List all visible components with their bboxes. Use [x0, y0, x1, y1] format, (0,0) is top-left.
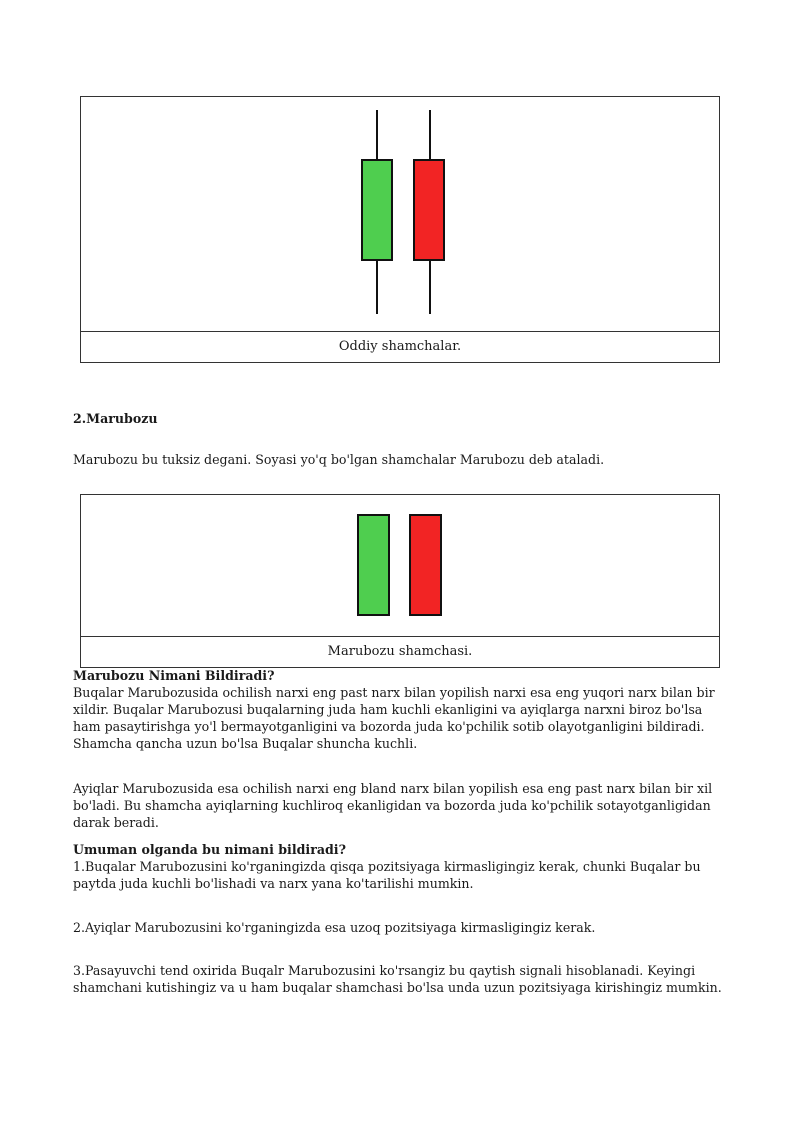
- meaning-heading: Marubozu Nimani Bildiradi?: [73, 668, 275, 683]
- green-marubozu-body: [357, 514, 390, 616]
- summary-section: [73, 841, 733, 892]
- red-marubozu-body: [409, 514, 442, 616]
- section-intro: Marubozu bu tuksiz degani. Soyasi yo'q bo'lgan shamchalar Marubozu deb ataladi.: [73, 452, 605, 467]
- bull-marubozu-paragraph: Buqalar Marubozusida ochilish narxi eng past narx bilan yopilish narxi esa eng yuqori narx bilan bir xildir. Buqalar Marubozusi buqalarning juda ham kuchli ekanligini va ayiqlarga narxni biroz bo'lsa ham pasaytirishga yo'l bermayotganligini va bozorda juda ko'pchilik sotib olayotganligini bildiradi. Shamcha qancha uzun bo'lsa Buqalar shuncha kuchli.: [73, 685, 715, 751]
- summary-item-1: 1.Buqalar Marubozusini ko'rganingizda qisqa pozitsiyaga kirmasligingiz kerak, chunki Buqalar bu paytda juda kuchli bo'lishadi va narx yana ko'tarilishi mumkin.: [73, 859, 701, 891]
- meaning-section: [73, 667, 733, 752]
- summary-item-3: 3.Pasayuvchi tend oxirida Buqalr Marubozusini ko'rsangiz bu qaytish signali hisoblanadi. Keyingi shamchani kutishingiz va u ham buqalar shamchasi bo'lsa unda uzun pozitsiyaga kirishingiz mumkin.: [73, 963, 722, 995]
- section-heading: 2.Marubozu: [73, 411, 158, 426]
- marubozu-illustration: [81, 495, 719, 637]
- summary-heading: Umuman olganda bu nimani bildiradi?: [73, 842, 346, 857]
- green-candle-body: [361, 159, 393, 261]
- candles-illustration: [81, 97, 719, 332]
- figure-marubozu-candles: [80, 494, 720, 668]
- figure-ordinary-candles: [80, 96, 720, 363]
- figure-caption: Marubozu shamchasi.: [327, 644, 473, 659]
- figure-caption: Oddiy shamchalar.: [338, 339, 462, 354]
- bear-marubozu-paragraph: Ayiqlar Marubozusida esa ochilish narxi eng bland narx bilan yopilish esa eng past narx bilan bir xil bo'ladi. Bu shamcha ayiqlarning kuchliroq ekanligidan va bozorda juda ko'pchilik sotayotganligidan darak beradi.: [73, 781, 713, 830]
- red-candle-body: [413, 159, 445, 261]
- summary-item-2: 2.Ayiqlar Marubozusini ko'rganingizda esa uzoq pozitsiyaga kirmasligingiz kerak.: [73, 920, 596, 935]
